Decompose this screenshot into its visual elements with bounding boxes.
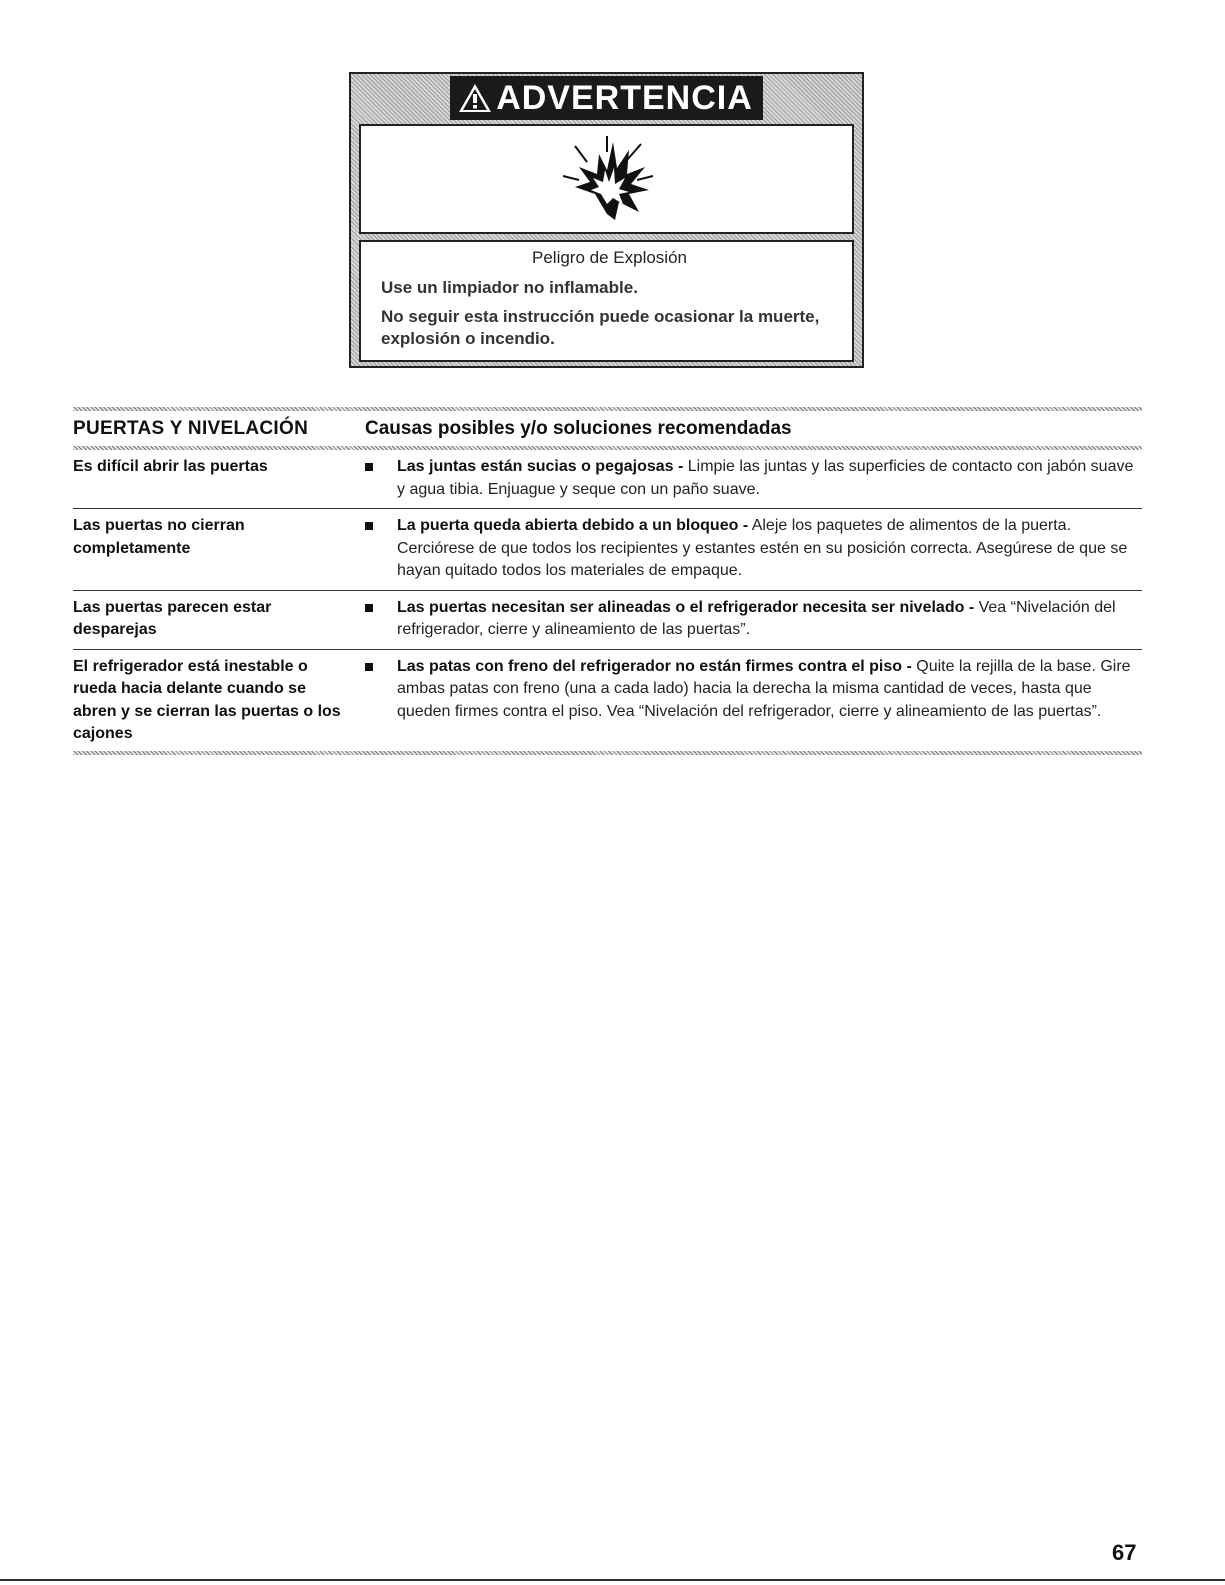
header-section-title: PUERTAS Y NIVELACIÓN [73, 417, 309, 439]
problem-cell: Es difícil abrir las puertas [73, 458, 268, 475]
solution-text: Vea “Nivelación del refrigerador, cierre y alineamiento de las puertas”. [397, 598, 1116, 638]
warning-title-bar [450, 76, 763, 120]
bullet-icon [353, 515, 397, 583]
bullet-icon [353, 656, 397, 746]
page-number: 67 [1112, 1540, 1137, 1565]
problem-cell: El refrigerador está inestable o rueda hacia delante cuando se abren y se cierran las puertas o los cajones [73, 657, 341, 742]
solution-cell [397, 656, 1142, 746]
bullet-icon [353, 597, 397, 642]
cause-text: Las patas con freno del refrigerador no están firmes contra el piso - [397, 657, 912, 675]
cause-text: La puerta queda abierta debido a un bloqueo - [397, 517, 749, 534]
table-bottom-rule [73, 751, 1142, 755]
problem-cell: Las puertas parecen estar desparejas [73, 598, 272, 638]
warning-instruction: Use un limpiador no inflamable. [381, 278, 638, 297]
warning-consequence: No seguir esta instrucción puede ocasionar la muerte, explosión o incendio. [381, 307, 820, 348]
table-row [73, 509, 1142, 591]
solution-text: Quite la rejilla de la base. Gire ambas patas con freno (una a cada lado) hacia la derecha la misma cantidad de veces, hasta que queden firmes contra el piso. Vea “Nivelación del refrigerador, cierre y alineamiento de las puertas”. [397, 657, 1131, 720]
warning-box [349, 72, 864, 368]
solution-cell [397, 597, 1142, 642]
page-bottom-rule [0, 1579, 1225, 1581]
table-header [73, 411, 1142, 446]
table-row [73, 650, 1142, 751]
header-solutions-title: Causas posibles y/o soluciones recomendadas [365, 417, 792, 439]
solution-cell [397, 456, 1142, 501]
troubleshooting-table [73, 407, 1142, 755]
solution-cell [397, 515, 1142, 583]
warning-title: ADVERTENCIA [496, 79, 753, 117]
table-row [73, 450, 1142, 509]
table-row [73, 591, 1142, 650]
explosion-icon [557, 132, 657, 227]
solution-text: Aleje los paquetes de alimentos de la puerta. Cerciórese de que todos los recipientes y estantes estén en su posición correcta. Asegúrese de que se hayan quitado todos los materiales de empaque. [397, 517, 1128, 579]
cause-text: Las puertas necesitan ser alineadas o el refrigerador necesita ser nivelado - [397, 598, 975, 616]
cause-text: Las juntas están sucias o pegajosas - [397, 458, 684, 475]
solution-text: Limpie las juntas y las superficies de contacto con jabón suave y agua tibia. Enjuague y seque con un paño suave. [397, 458, 1134, 498]
warning-header [351, 74, 862, 122]
bullet-icon [353, 456, 397, 501]
warning-image-panel [359, 124, 854, 234]
alert-triangle-icon [458, 82, 492, 114]
warning-subtitle: Peligro de Explosión [532, 248, 687, 267]
warning-text-panel [359, 240, 854, 362]
problem-cell: Las puertas no cierran completamente [73, 517, 245, 557]
